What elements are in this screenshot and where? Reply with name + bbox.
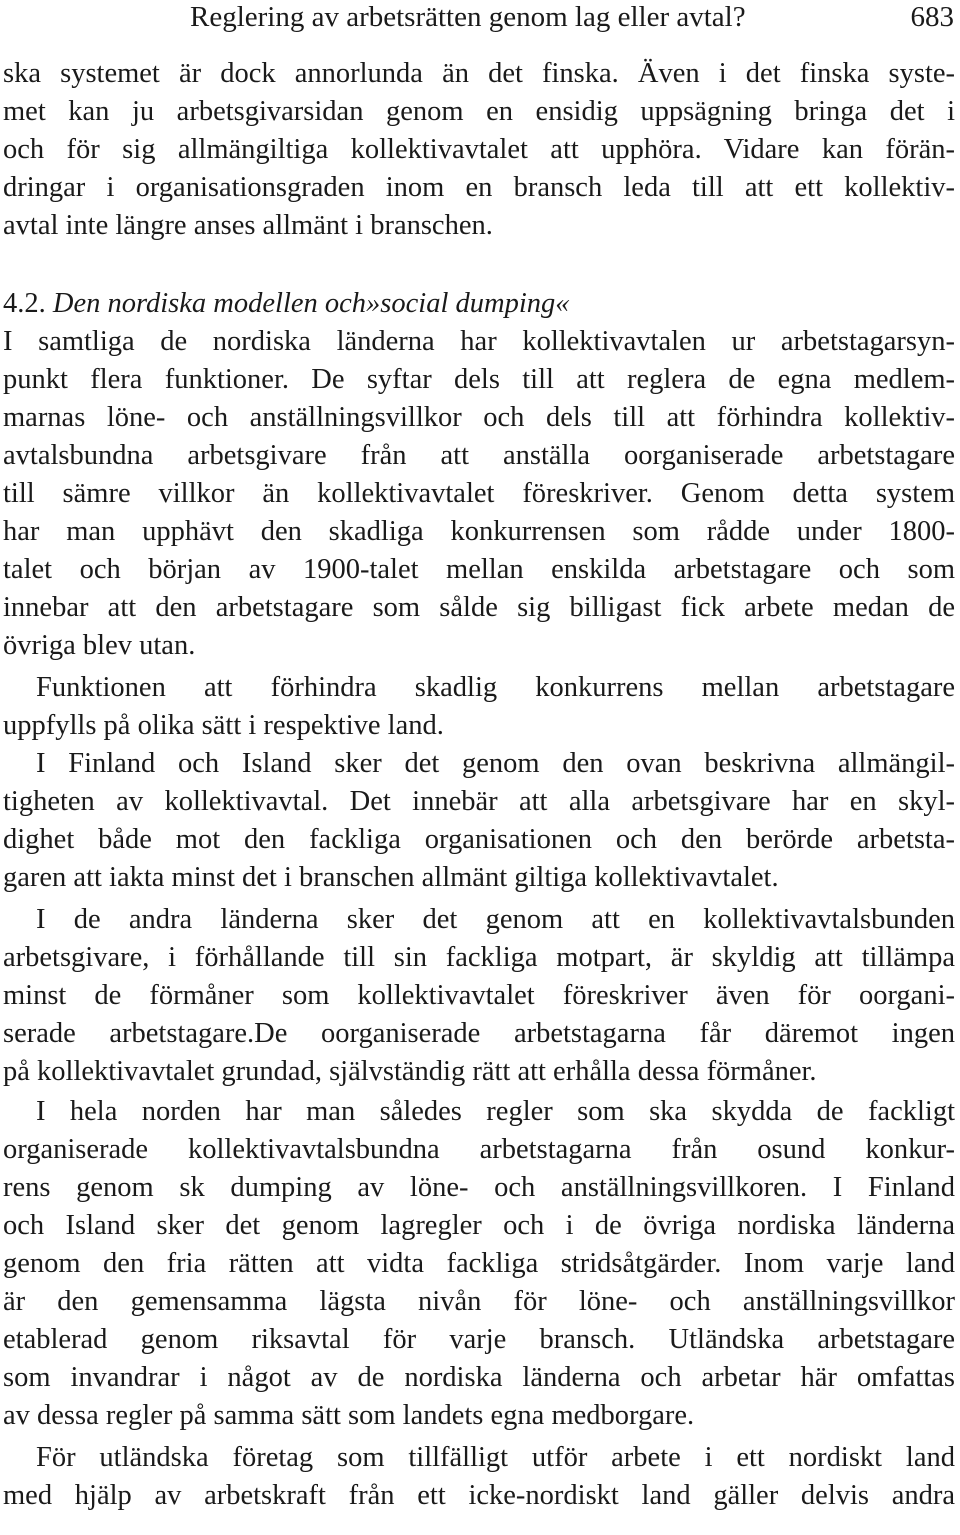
text-line: I Finland och Island sker det genom den ovan beskrivna allmängil- [36, 748, 955, 779]
text-line: innebar att den arbetstagare som sålde sig billigast fick arbete medan de [3, 592, 955, 623]
text-line: och Island sker det genom lagregler och i de övriga nordiska länderna [3, 1210, 955, 1241]
text-line: uppfylls på olika sätt i respektive land. [3, 710, 444, 741]
section-number: 4.2. [3, 288, 46, 319]
text-line: dringar i organisationsgraden inom en bransch leda till att ett kollektiv- [3, 172, 955, 203]
text-line: som invandrar i något av de nordiska länderna och arbetar här omfattas [3, 1362, 955, 1393]
text-line: I hela norden har man således regler som ska skydda de fackligt [36, 1096, 955, 1127]
text-line: till sämre villkor än kollektivavtalet föreskriver. Genom detta system [3, 478, 955, 509]
text-line: på kollektivavtalet grundad, självständig rätt att erhålla dessa förmåner. [3, 1056, 817, 1087]
text-line: talet och början av 1900-talet mellan enskilda arbetstagare och som [3, 554, 955, 585]
text-line: genom den fria rätten att vidta fackliga stridsåtgärder. Inom varje land [3, 1248, 955, 1279]
running-title: Reglering av arbetsrätten genom lag eller avtal? [190, 1, 746, 33]
text-line: garen att iakta minst det i branschen allmänt giltiga kollektivavtalet. [3, 862, 779, 893]
running-head [0, 0, 956, 36]
text-line: punkt flera funktioner. De syftar dels till att reglera de egna medlem- [3, 364, 955, 395]
page-number: 683 [910, 1, 954, 33]
text-line: Funktionen att förhindra skadlig konkurrens mellan arbetstagare [36, 672, 955, 703]
text-line: etablerad genom riksavtal för varje bransch. Utländska arbetstagare [3, 1324, 955, 1355]
section-heading [3, 284, 955, 324]
text-line: avtal inte längre anses allmänt i branschen. [3, 210, 493, 241]
text-line: med hjälp av arbetskraft från ett icke-nordiskt land gäller delvis andra [3, 1480, 955, 1511]
text-line: minst de förmåner som kollektivavtalet föreskriver även för oorgani- [3, 980, 955, 1011]
text-line: är den gemensamma lägsta nivån för löne- och anställningsvillkor [3, 1286, 955, 1317]
text-line: serade arbetstagare.De oorganiserade arbetstagarna får däremot ingen [3, 1018, 955, 1049]
section-title: Den nordiska modellen och»social dumping« [52, 288, 570, 319]
text-line: marnas löne- och anställningsvillkor och dels till att förhindra kollektiv- [3, 402, 955, 433]
text-line: övriga blev utan. [3, 630, 196, 661]
text-line: För utländska företag som tillfälligt utför arbete i ett nordiskt land [36, 1442, 955, 1473]
text-line: av dessa regler på samma sätt som landets egna medborgare. [3, 1400, 695, 1431]
text-line: arbetsgivare, i förhållande till sin fackliga motpart, är skyldig att tillämpa [3, 942, 955, 973]
text-line: met kan ju arbetsgivarsidan genom en ensidig uppsägning bringa det i [3, 96, 955, 127]
text-line: avtalsbundna arbetsgivare från att anställa oorganiserade arbetstagare [3, 440, 955, 471]
text-line: tigheten av kollektivavtal. Det innebär att alla arbetsgivare har en skyl- [3, 786, 955, 817]
text-line: I samtliga de nordiska länderna har kollektivavtalen ur arbetstagarsyn- [3, 326, 955, 357]
text-line: organiserade kollektivavtalsbundna arbetstagarna från osund konkur- [3, 1134, 955, 1165]
text-line: har man upphävt den skadliga konkurrensen som rådde under 1800- [3, 516, 955, 547]
text-line: och för sig allmängiltiga kollektivavtalet att upphöra. Vidare kan förän- [3, 134, 955, 165]
text-line: rens genom sk dumping av löne- och anställningsvillkoren. I Finland [3, 1172, 955, 1203]
text-line: dighet både mot den fackliga organisationen och den berörde arbetsta- [3, 824, 955, 855]
text-line: I de andra länderna sker det genom att en kollektivavtalsbunden [36, 904, 955, 935]
text-line: ska systemet är dock annorlunda än det finska. Även i det finska syste- [3, 58, 955, 89]
